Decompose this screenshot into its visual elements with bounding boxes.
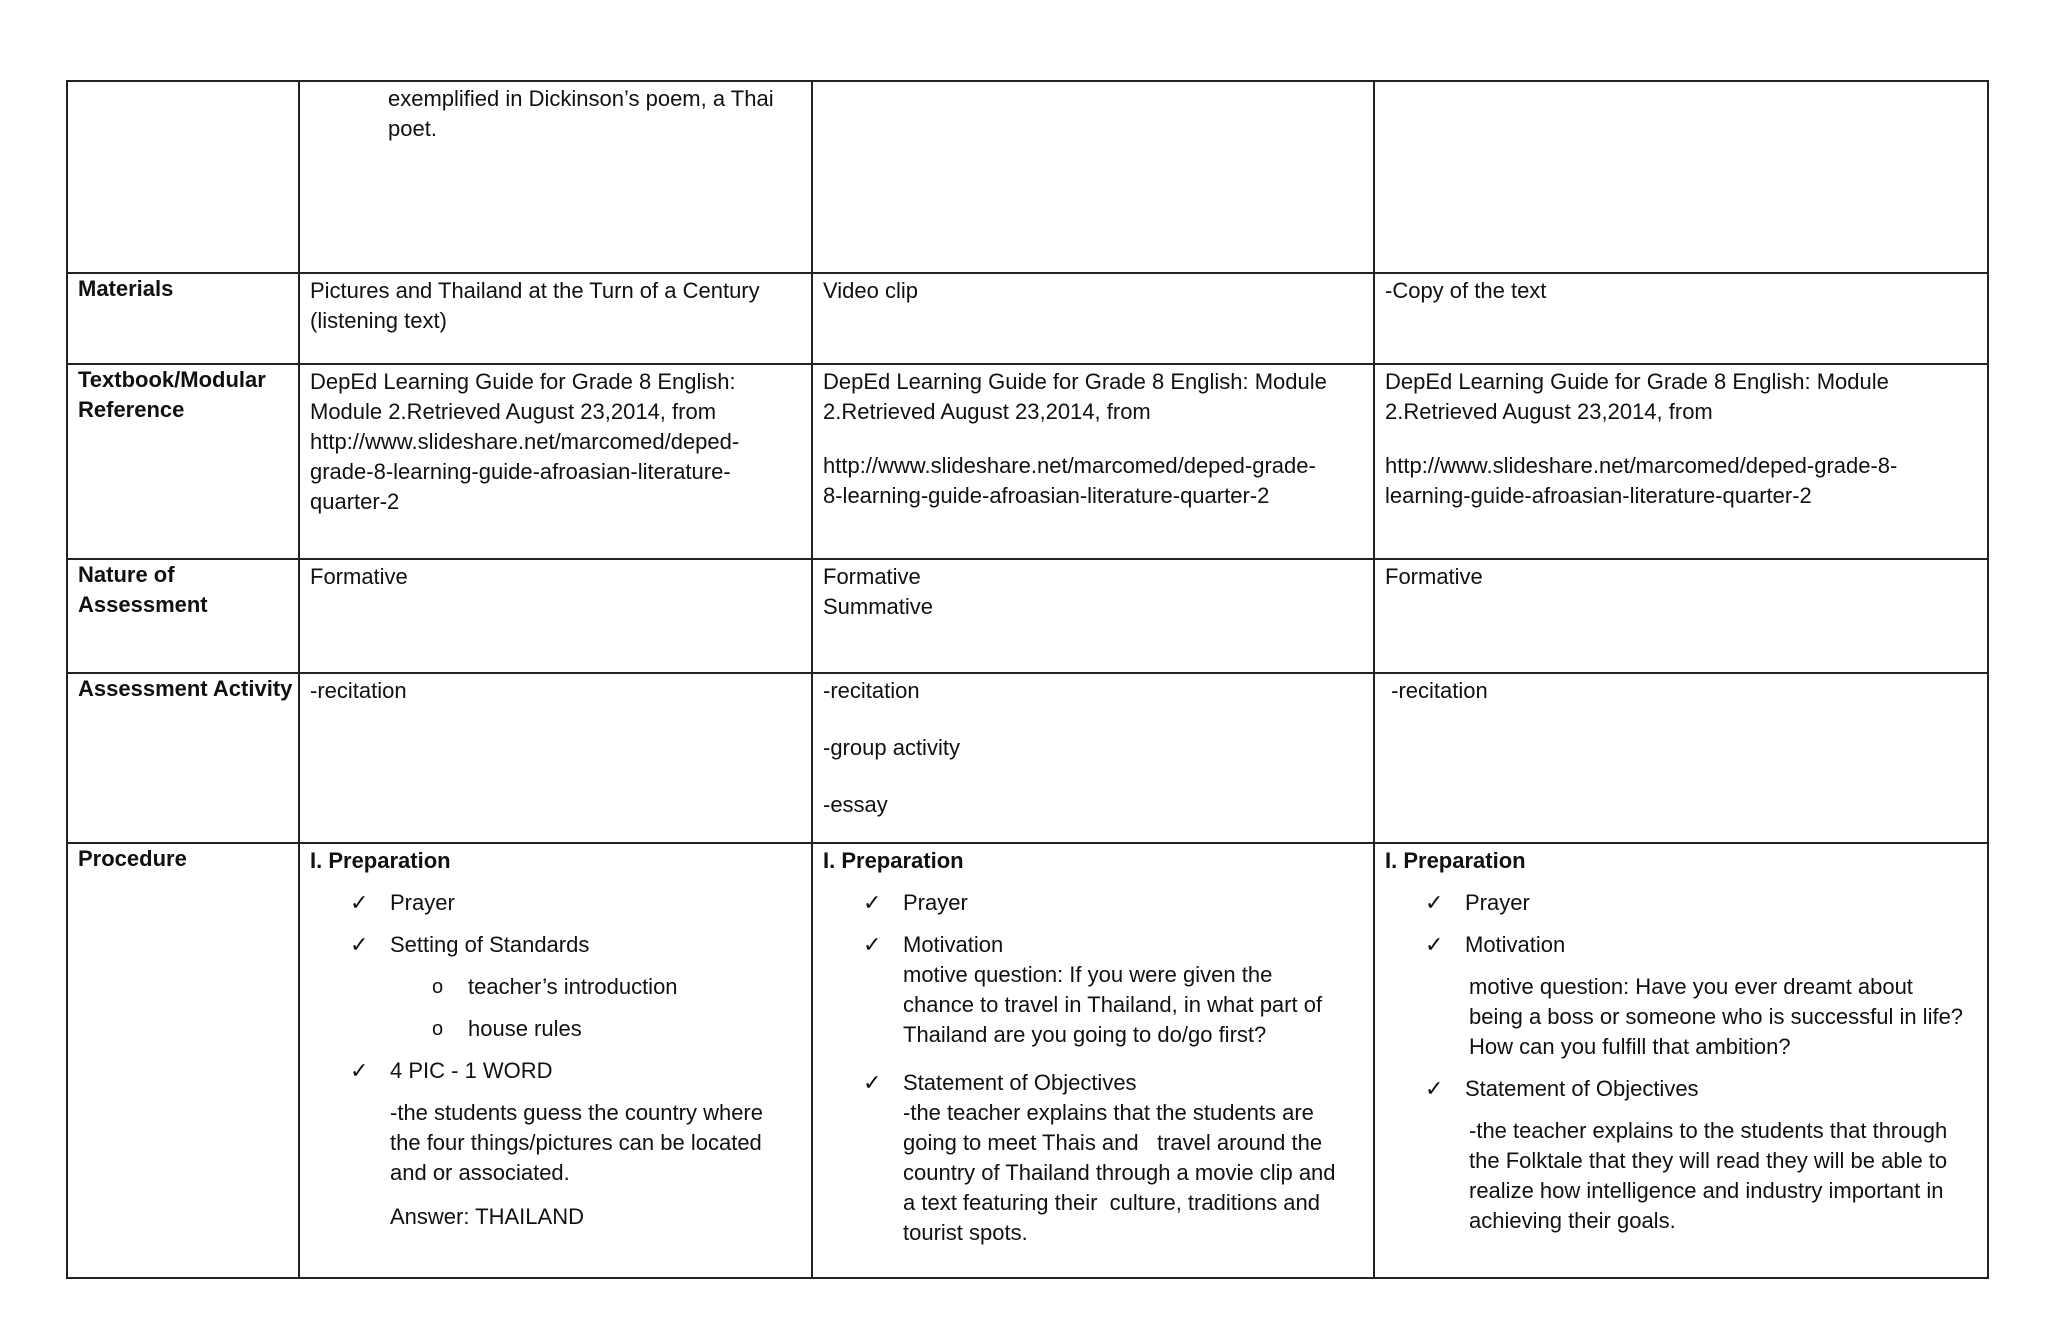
objectives-line: -the teacher explains to the students that through — [1469, 1118, 1948, 1143]
motive-question — [903, 960, 1363, 1050]
procedure-cell — [812, 843, 1374, 1278]
activity-item: -recitation — [823, 678, 920, 703]
list-item-label: Prayer — [390, 890, 455, 915]
reference-line: 2.Retrieved August 23,2014, from — [1385, 399, 1713, 424]
sub-list — [390, 972, 801, 1044]
reference-line: DepEd Learning Guide for Grade 8 English: Module — [1385, 369, 1889, 394]
activity-cell — [1374, 673, 1988, 843]
activity-item: -essay — [823, 792, 888, 817]
materials-line: (listening text) — [310, 308, 447, 333]
reference-line: grade-8-learning-guide-afroasian-literature- — [310, 459, 731, 484]
list-item-label: Prayer — [1465, 890, 1530, 915]
list-item-label: Statement of Objectives — [1465, 1076, 1699, 1101]
motive-line: How can you fulfill that ambition? — [1469, 1034, 1791, 1059]
list-item — [863, 1068, 1363, 1248]
motive-question — [1465, 972, 1977, 1062]
preparation-list — [823, 888, 1363, 1248]
preparation-heading: I. Preparation — [1385, 848, 1526, 873]
reference-link-line: 8-learning-guide-afroasian-literature-quarter-2 — [823, 483, 1270, 508]
list-item — [1425, 888, 1977, 918]
preparation-list — [1385, 888, 1977, 1236]
activity-item: -group activity — [823, 735, 960, 760]
motive-line: chance to travel in Thailand, in what part of — [903, 992, 1323, 1017]
reference-line: DepEd Learning Guide for Grade 8 English: — [310, 369, 736, 394]
list-item — [1425, 930, 1977, 1062]
reference-cell — [299, 364, 812, 559]
materials-row — [67, 273, 1988, 364]
nature-row — [67, 559, 1988, 673]
description-line: the four things/pictures can be located — [390, 1130, 762, 1155]
nature-cell — [299, 559, 812, 673]
reference-line: http://www.slideshare.net/marcomed/deped- — [310, 429, 740, 454]
reference-link-line: http://www.slideshare.net/marcomed/deped-grade- — [823, 453, 1316, 478]
activity-text: -recitation — [310, 678, 407, 703]
checkmark-icon: ✓ — [863, 932, 882, 957]
checkmark-icon: ✓ — [863, 890, 882, 915]
nature-text: Formative — [310, 564, 408, 589]
preparation-list — [310, 888, 801, 1232]
lesson-plan-table — [66, 80, 1989, 1279]
list-item-label: Motivation — [903, 932, 1004, 957]
list-item — [350, 930, 801, 1044]
circle-bullet-icon: o — [432, 976, 444, 998]
nature-text: Formative — [1385, 564, 1483, 589]
list-item-label: Statement of Objectives — [903, 1070, 1137, 1095]
materials-text: Video clip — [823, 278, 918, 303]
motive-line: motive question: If you were given the — [903, 962, 1273, 987]
objectives-line: going to meet Thais and travel around the — [903, 1130, 1323, 1155]
reference-cell — [1374, 364, 1988, 559]
continuation-label-cell — [67, 81, 299, 273]
continuation-line: poet. — [388, 116, 437, 141]
reference-line: Module 2.Retrieved August 23,2014, from — [310, 399, 717, 424]
activity-text: -recitation — [1385, 678, 1488, 703]
sub-list-item — [432, 1014, 801, 1044]
activity-cell — [299, 673, 812, 843]
list-item — [350, 888, 801, 918]
objectives-line: the Folktale that they will read they will be able to — [1469, 1148, 1948, 1173]
continuation-empty-cell — [1374, 81, 1988, 273]
motive-line: motive question: Have you ever dreamt about — [1469, 974, 1913, 999]
activity-label: Assessment Activity — [67, 673, 299, 843]
checkmark-icon: ✓ — [1425, 1076, 1444, 1101]
continuation-empty-cell — [812, 81, 1374, 273]
list-item-label: Setting of Standards — [390, 932, 590, 957]
objectives-line: a text featuring their culture, traditions and — [903, 1190, 1321, 1215]
reference-cell — [812, 364, 1374, 559]
reference-link-line: http://www.slideshare.net/marcomed/deped-grade-8- — [1385, 453, 1898, 478]
reference-link-line: learning-guide-afroasian-literature-quarter-2 — [1385, 483, 1812, 508]
activity-cell — [812, 673, 1374, 843]
preparation-heading: I. Preparation — [823, 848, 964, 873]
reference-line: 2.Retrieved August 23,2014, from — [823, 399, 1151, 424]
reference-label-line: Textbook/Modular — [78, 367, 266, 392]
materials-cell — [1374, 273, 1988, 364]
continuation-objective-cell — [299, 81, 812, 273]
objectives-line: achieving their goals. — [1469, 1208, 1676, 1233]
reference-row — [67, 364, 1988, 559]
continuation-line: exemplified in Dickinson’s poem, a Thai — [388, 86, 774, 111]
materials-cell — [812, 273, 1374, 364]
materials-cell — [299, 273, 812, 364]
list-item — [863, 888, 1363, 918]
objectives-line: -the teacher explains that the students are — [903, 1100, 1314, 1125]
list-item-label: 4 PIC - 1 WORD — [390, 1058, 553, 1083]
motive-line: being a boss or someone who is successful in life? — [1469, 1004, 1964, 1029]
objectives-line: country of Thailand through a movie clip and — [903, 1160, 1336, 1185]
answer-text: Answer: THAILAND — [390, 1204, 584, 1229]
procedure-cell — [299, 843, 812, 1278]
checkmark-icon: ✓ — [1425, 932, 1444, 957]
nature-label-line: Nature of — [78, 562, 175, 587]
checkmark-icon: ✓ — [1425, 890, 1444, 915]
list-item — [350, 1056, 801, 1232]
materials-text: -Copy of the text — [1385, 278, 1547, 303]
materials-label: Materials — [67, 273, 299, 364]
nature-text: Formative — [823, 564, 921, 589]
nature-label — [67, 559, 299, 673]
list-item-label: Prayer — [903, 890, 968, 915]
objectives-description — [903, 1098, 1363, 1248]
list-item — [863, 930, 1363, 1050]
nature-cell — [1374, 559, 1988, 673]
sub-list-item-label: teacher’s introduction — [468, 974, 678, 999]
objectives-line: realize how intelligence and industry important in — [1469, 1178, 1944, 1203]
materials-line: Pictures and Thailand at the Turn of a Century — [310, 278, 760, 303]
nature-label-line: Assessment — [78, 592, 208, 617]
sub-list-item — [432, 972, 801, 1002]
reference-label — [67, 364, 299, 559]
preparation-heading: I. Preparation — [310, 848, 451, 873]
motive-line: Thailand are you going to do/go first? — [903, 1022, 1267, 1047]
activity-row — [67, 673, 1988, 843]
list-item-label: Motivation — [1465, 932, 1566, 957]
nature-cell — [812, 559, 1374, 673]
nature-text: Summative — [823, 594, 934, 619]
checkmark-icon: ✓ — [350, 932, 369, 957]
objectives-line: tourist spots. — [903, 1220, 1028, 1245]
checkmark-icon: ✓ — [350, 890, 369, 915]
checkmark-icon: ✓ — [863, 1070, 882, 1095]
reference-line: quarter-2 — [310, 489, 400, 514]
procedure-row — [67, 843, 1988, 1278]
procedure-label: Procedure — [67, 843, 299, 1278]
description-line: and or associated. — [390, 1160, 570, 1185]
sub-list-item-label: house rules — [468, 1016, 582, 1041]
objectives-description — [1465, 1116, 1977, 1236]
description-line: -the students guess the country where — [390, 1100, 763, 1125]
reference-label-line: Reference — [78, 397, 185, 422]
list-item — [1425, 1074, 1977, 1236]
reference-line: DepEd Learning Guide for Grade 8 English: Module — [823, 369, 1327, 394]
continuation-row — [67, 81, 1988, 273]
checkmark-icon: ✓ — [350, 1058, 369, 1083]
game-description — [390, 1098, 801, 1188]
procedure-cell — [1374, 843, 1988, 1278]
circle-bullet-icon: o — [432, 1018, 444, 1040]
